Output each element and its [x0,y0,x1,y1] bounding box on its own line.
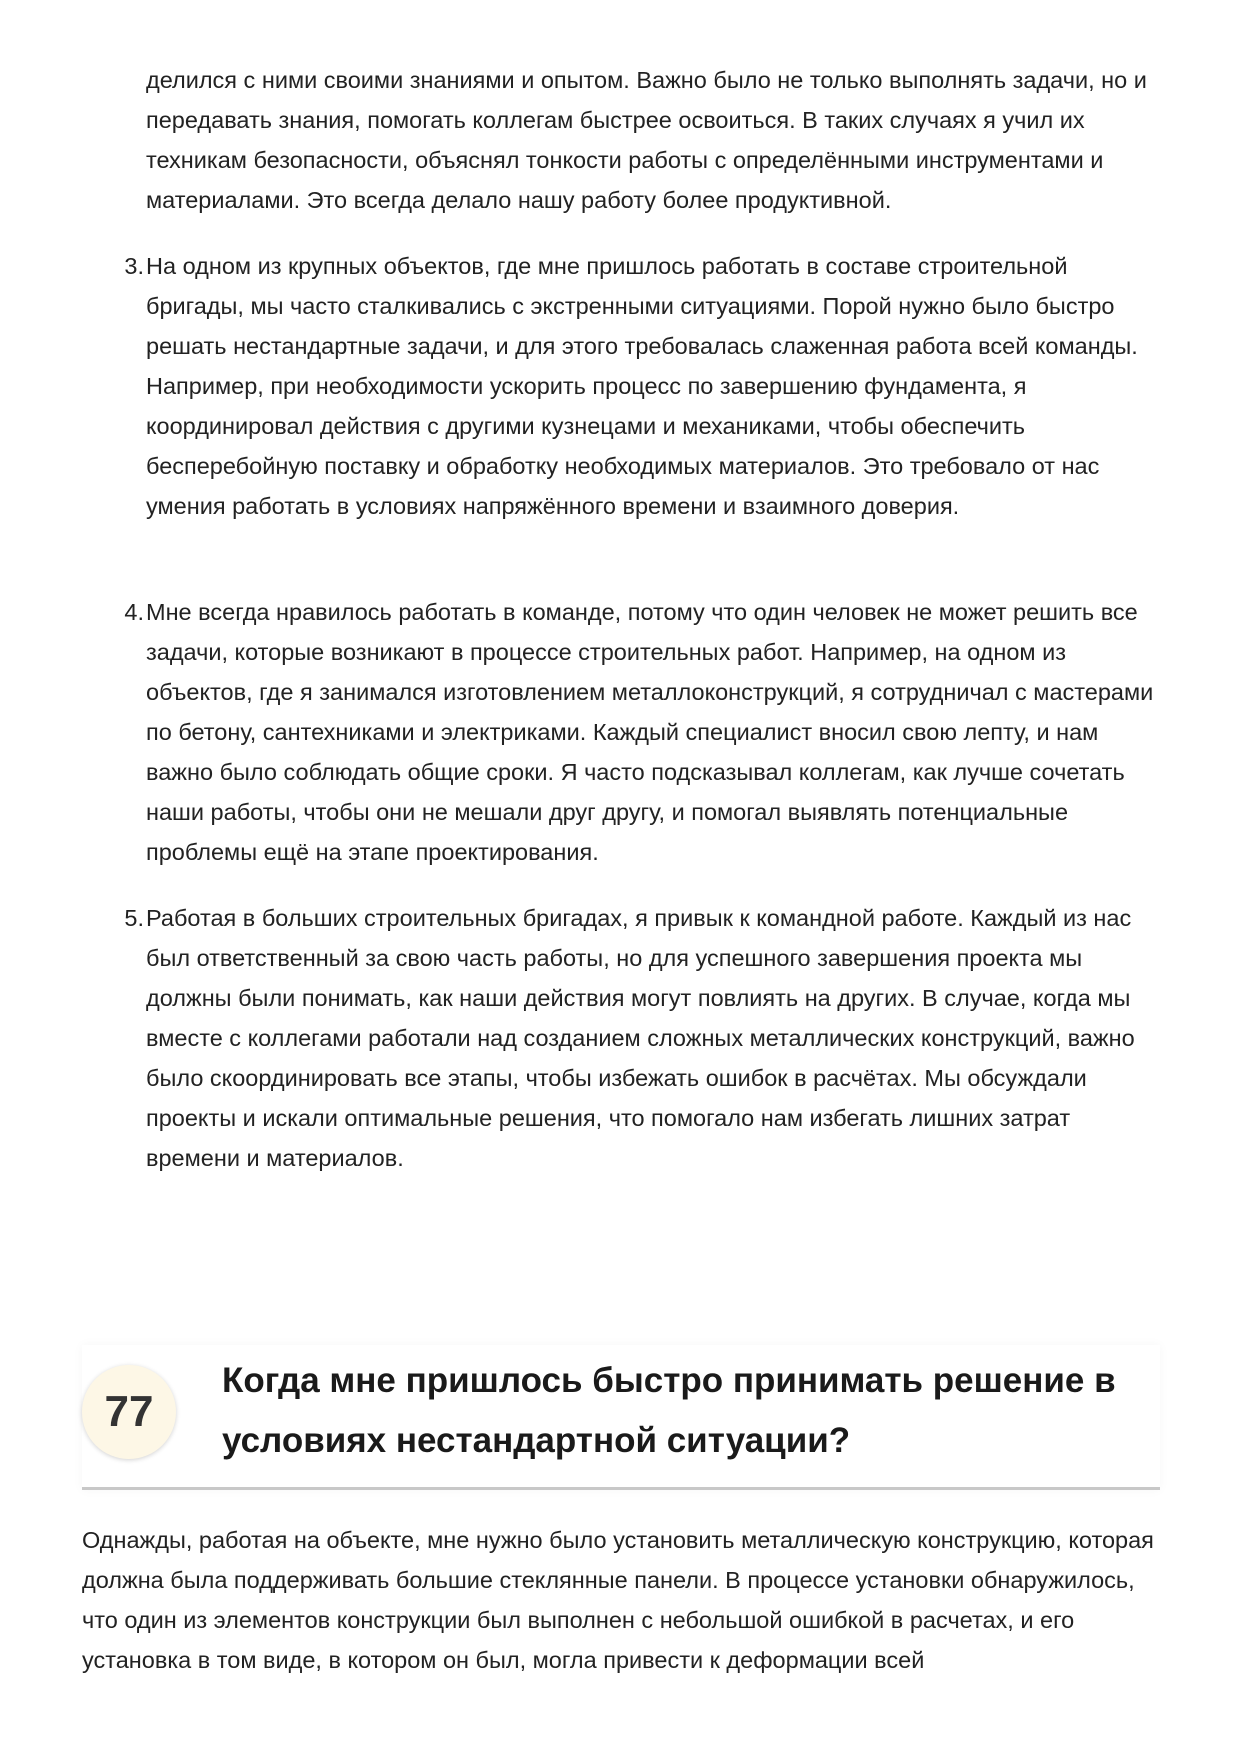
list-item [124,246,1166,526]
list-item-number: 5. [124,905,144,931]
question-header [82,1345,1160,1490]
list-item-number: 3. [124,253,144,279]
list-item-text: На одном из крупных объектов, где мне пришлось работать в составе строительной бригады, мы часто сталкивались с экстренными ситуациями. Порой нужно было быстро решать нестандартные задачи, и для этого требовалась слаженная работа всей команды. Например, при необходимости ускорить процесс по завершению фундамента, я координировал действия с другими кузнецами и механиками, чтобы обеспечить бесперебойную поставку и обработку необходимых материалов. Это требовало от нас умения работать в условиях напряжённого времени и взаимного доверия. [146,253,1138,519]
question-title: Когда мне пришлось быстро принимать решение в условиях нестандартной ситуации? [222,1361,1116,1460]
list-item [124,898,1166,1178]
list-item-number: 4. [124,599,144,625]
list-item-text: Мне всегда нравилось работать в команде, потому что один человек не может решить все задачи, которые возникают в процессе строительных работ. Например, на одном из объектов, где я занимался изготовлением металлоконструкций, я сотрудничал с мастерами по бетону, сантехниками и электриками. Каждый специалист вносил свою лепту, и нам важно было соблюдать общие сроки. Я часто подсказывал коллегам, как лучше сочетать наши работы, чтобы они не мешали друг другу, и помогал выявлять потенциальные проблемы ещё на этапе проектирования. [146,599,1154,865]
question-number-badge: 77 [82,1365,176,1459]
list-item [124,592,1166,872]
continuation-paragraph: делился с ними своими знаниями и опытом. Важно было не только выполнять задачи, но и передавать знания, помогать коллегам быстрее освоиться. В таких случаях я учил их техникам безопасности, объяснял тонкости работы с определёнными инструментами и материалами. Это всегда делало нашу работу более продуктивной. [146,67,1147,213]
answer-paragraph: Однажды, работая на объекте, мне нужно было установить металлическую конструкцию, которая должна была поддерживать большие стеклянные панели. В процессе установки обнаружилось, что один из элементов конструкции был выполнен с небольшой ошибкой в расчетах, и его установка в том виде, в котором он был, могла привести к деформации всей [82,1527,1154,1673]
list-item-text: Работая в больших строительных бригадах, я привык к командной работе. Каждый из нас был ответственный за свою часть работы, но для успешного завершения проекта мы должны были понимать, как наши действия могут повлиять на других. В случае, когда мы вместе с коллегами работали над созданием сложных металлических конструкций, важно было скоординировать все этапы, чтобы избежать ошибок в расчётах. Мы обсуждали проекты и искали оптимальные решения, что помогало нам избегать лишних затрат времени и материалов. [146,905,1135,1171]
